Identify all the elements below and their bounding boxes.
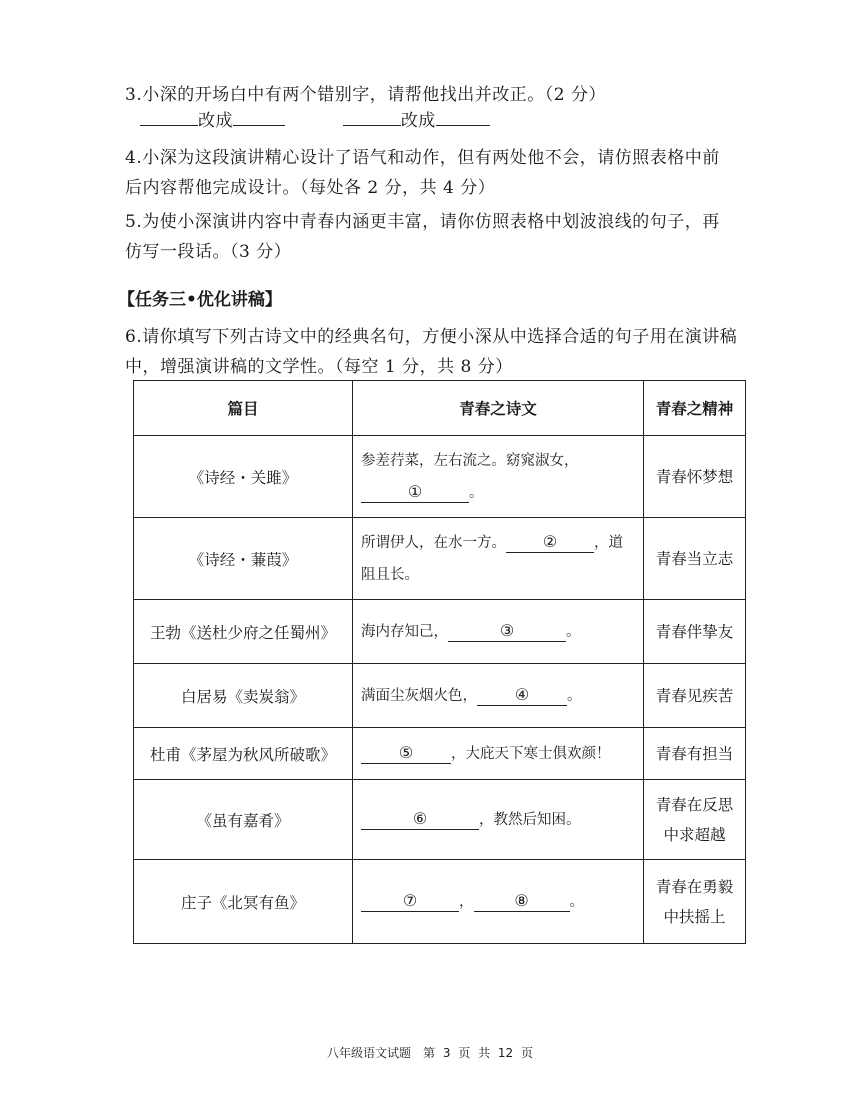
fill-blank[interactable]: ② xyxy=(506,532,594,553)
poem-table xyxy=(133,380,746,944)
fix-label: 改成 xyxy=(198,111,233,131)
verse-text: ，大庇天下寒士俱欢颜！ xyxy=(451,745,611,762)
poem-title: 白居易《卖炭翁》 xyxy=(134,664,353,728)
spirit-text: 青春在勇毅中扶摇上 xyxy=(644,860,746,944)
header-verse: 青春之诗文 xyxy=(353,381,644,436)
poem-title: 庄子《北冥有鱼》 xyxy=(134,860,353,944)
spirit-text: 青春有担当 xyxy=(644,728,746,780)
task-3-heading: 【任务三•优化讲稿】 xyxy=(118,290,282,310)
fill-blank[interactable]: ⑦ xyxy=(361,891,459,912)
spirit-text: 青春伴挚友 xyxy=(644,600,746,664)
table-row xyxy=(134,664,746,728)
poem-verse xyxy=(353,518,644,600)
verse-text: 。 xyxy=(567,687,582,704)
poem-title: 杜甫《茅屋为秋风所破歌》 xyxy=(134,728,353,780)
table-header-row xyxy=(134,381,746,436)
table-row xyxy=(134,728,746,780)
verse-text: 。 xyxy=(566,623,581,640)
verse-text: 满面尘灰烟火色， xyxy=(361,687,477,704)
table-row xyxy=(134,860,746,944)
poem-verse xyxy=(353,860,644,944)
verse-text: 参差荇菜，左右流之。窈窕淑女， xyxy=(361,452,579,469)
fill-blank[interactable]: ⑧ xyxy=(474,891,570,912)
fix-label: 改成 xyxy=(400,111,436,131)
question-3: 3.小深的开场白中有两个错别字，请帮他找出并改正。（2 分） xyxy=(125,85,606,105)
answer-blank[interactable] xyxy=(343,107,401,126)
table-row xyxy=(134,436,746,518)
fill-blank[interactable]: ⑥ xyxy=(361,809,479,830)
answer-blank[interactable] xyxy=(140,107,198,126)
fill-blank[interactable]: ③ xyxy=(448,621,566,642)
fill-blank[interactable]: ④ xyxy=(477,685,567,706)
verse-text: ，教然后知困。 xyxy=(479,811,581,828)
poem-verse xyxy=(353,600,644,664)
spirit-text: 青春怀梦想 xyxy=(644,436,746,518)
answer-blank[interactable] xyxy=(233,107,285,126)
spirit-text: 青春在反思中求超越 xyxy=(644,780,746,860)
table-row xyxy=(134,518,746,600)
poem-title: 《诗经・蒹葭》 xyxy=(134,518,353,600)
fill-blank[interactable]: ⑤ xyxy=(361,743,451,764)
poem-verse xyxy=(353,436,644,518)
poem-verse xyxy=(353,664,644,728)
verse-text: ， xyxy=(459,893,474,910)
poem-title: 《诗经・关雎》 xyxy=(134,436,353,518)
table-row xyxy=(134,600,746,664)
question-3-answer-line xyxy=(140,106,490,136)
question-6: 6.请你填写下列古诗文中的经典名句，方便小深从中选择合适的句子用在演讲稿中，增强演讲稿的文学性。（每空 1 分，共 8 分） xyxy=(125,327,738,377)
poem-title: 《虽有嘉肴》 xyxy=(134,780,353,860)
question-4: 4.小深为这段演讲精心设计了语气和动作，但有两处他不会，请仿照表格中前后内容帮他完成设计。（每处各 2 分，共 4 分） xyxy=(125,148,720,198)
header-title: 篇目 xyxy=(134,381,353,436)
table-row xyxy=(134,780,746,860)
verse-text: 。 xyxy=(569,893,584,910)
spirit-text: 青春当立志 xyxy=(644,518,746,600)
fill-blank[interactable]: ① xyxy=(361,482,469,503)
answer-blank[interactable] xyxy=(436,107,490,126)
question-5: 5.为使小深演讲内容中青春内涵更丰富，请你仿照表格中划波浪线的句子，再仿写一段话。（3 分） xyxy=(125,212,720,262)
poem-verse xyxy=(353,728,644,780)
header-spirit: 青春之精神 xyxy=(644,381,746,436)
verse-text: 所谓伊人，在水一方。 xyxy=(361,534,506,551)
page-footer: 八年级语文试题 第 3 页 共 12 页 xyxy=(327,1046,533,1060)
poem-title: 王勃《送杜少府之任蜀州》 xyxy=(134,600,353,664)
spirit-text: 青春见疾苦 xyxy=(644,664,746,728)
poem-verse xyxy=(353,780,644,860)
verse-text: ，道阻且长。 xyxy=(361,534,623,583)
verse-text: 。 xyxy=(469,484,484,501)
verse-text: 海内存知己， xyxy=(361,623,448,640)
